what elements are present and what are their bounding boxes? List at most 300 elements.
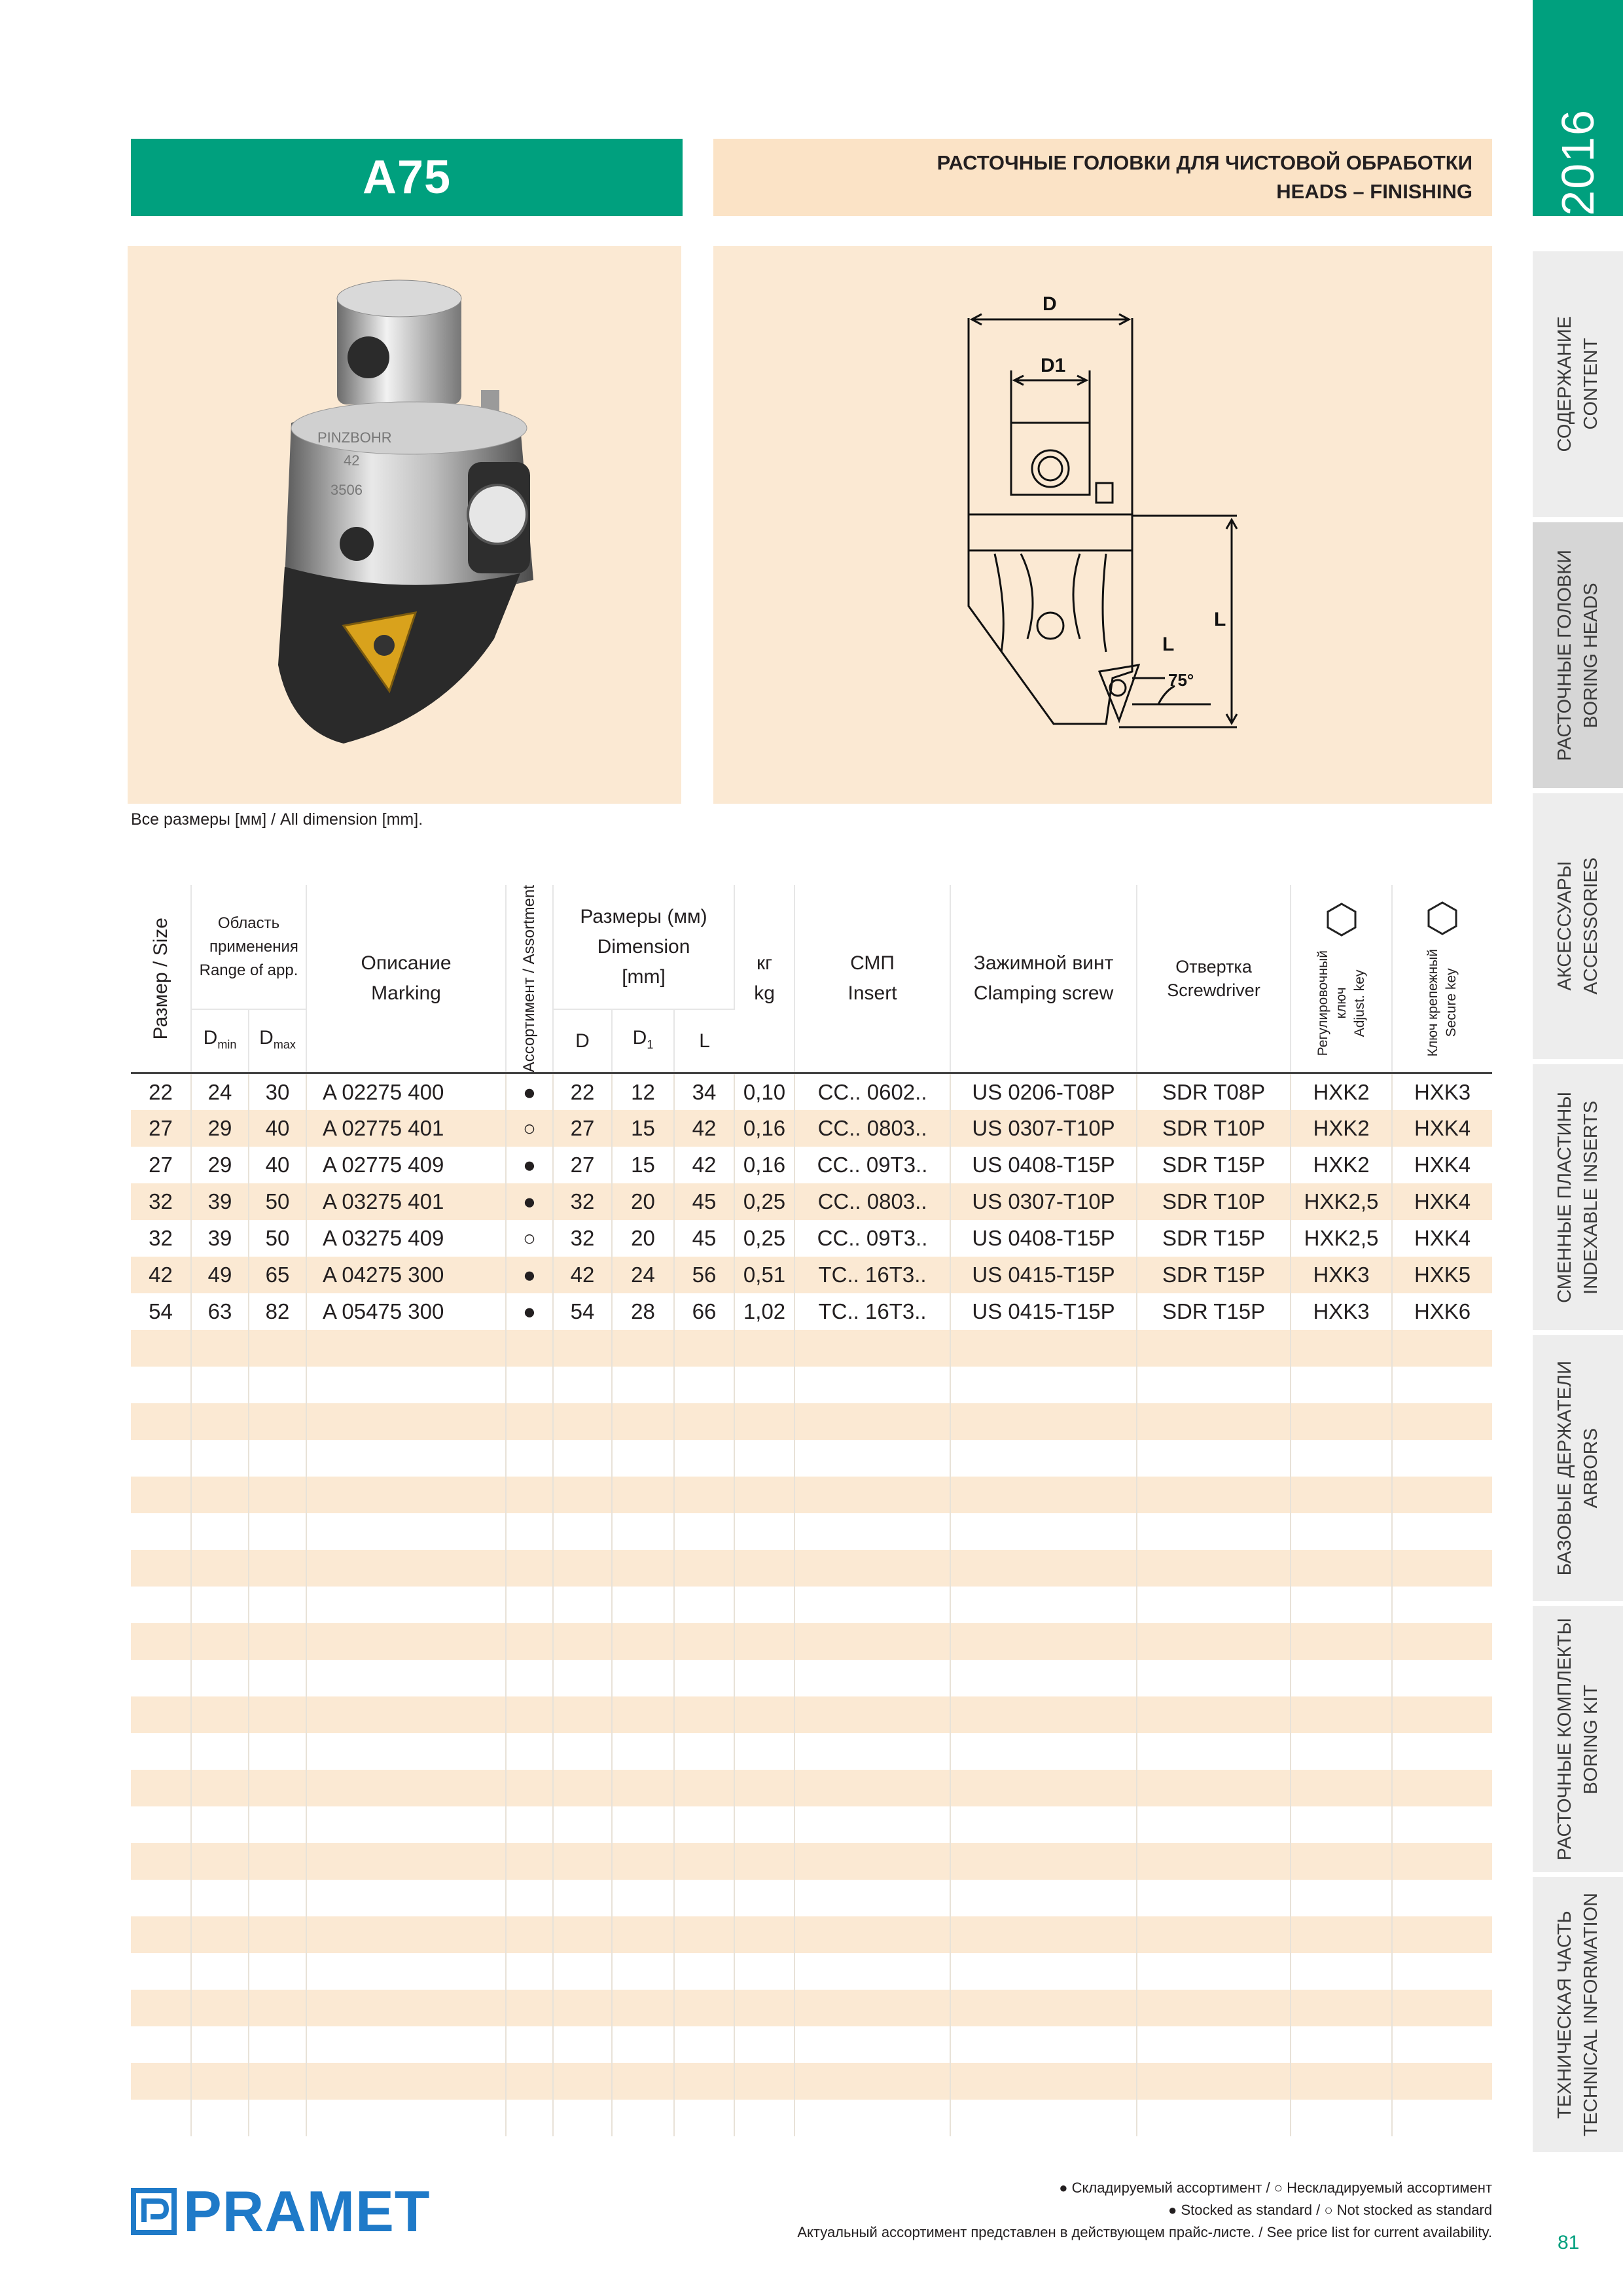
empty-cell [1137,1660,1291,1696]
hex-key-icon [1325,902,1358,937]
empty-cell [1392,1587,1492,1623]
empty-cell [1137,1330,1291,1367]
tab-arbors-en: ARBORS [1580,1427,1601,1509]
cell-adjust-key: HXK2,5 [1291,1220,1392,1257]
empty-cell [191,1403,249,1440]
empty-cell [950,1696,1137,1733]
tab-inserts-ru: СМЕННЫЕ ПЛАСТИНЫ [1554,1091,1575,1303]
empty-cell [794,1477,950,1513]
empty-cell [734,2100,794,2136]
table-row [131,1220,1492,1257]
hex-key-icon [1426,901,1459,936]
empty-cell [1392,1953,1492,1990]
empty-cell [553,1440,612,1477]
empty-cell [1291,1953,1392,1990]
technical-drawing [713,246,1492,804]
empty-cell [191,1587,249,1623]
empty-cell [734,1550,794,1587]
empty-cell [553,1477,612,1513]
empty-row [131,1513,1492,1550]
cell-assortment: ● [506,1073,553,1110]
empty-cell [553,1660,612,1696]
empty-cell [794,1550,950,1587]
empty-cell [1137,2100,1291,2136]
cell-secure-key: HXK4 [1414,1152,1471,1177]
empty-cell [1291,1477,1392,1513]
cell-d: 22 [553,1073,612,1110]
drawing-label-D1: D1 [1041,355,1066,376]
empty-cell [249,1843,306,1880]
empty-cell [1392,1770,1492,1806]
col-d1: $D_1$ [612,1009,674,1073]
cell-screwdriver: SDR T08P [1137,1073,1291,1110]
cell-clamping-screw: US 0307-T10P [950,1110,1137,1147]
empty-row [131,1916,1492,1953]
cell-dmax: 82 [249,1293,306,1330]
empty-cell [506,1990,553,2026]
cell-assortment: ● [506,1257,553,1293]
empty-cell [1291,1623,1392,1660]
empty-cell [612,1550,674,1587]
table-row [131,1183,1492,1220]
cell-adjust-key: HXK3 [1291,1257,1392,1293]
empty-cell [674,1330,734,1367]
empty-cell [734,1403,794,1440]
empty-cell [131,2026,191,2063]
empty-cell [794,1587,950,1623]
empty-cell [1291,1403,1392,1440]
tab-arbors[interactable] [1533,1335,1623,1601]
empty-cell [794,1367,950,1403]
empty-cell [1392,1916,1492,1953]
tab-technical-ru: ТЕХНИЧЕСКАЯ ЧАСТЬ [1554,1910,1575,2119]
pramet-logo-icon [131,2188,177,2235]
empty-cell [506,1623,553,1660]
empty-cell [1137,1806,1291,1843]
brand-name: PRAMET [183,2179,431,2244]
empty-cell [249,1990,306,2026]
year-label: 2016 [1552,109,1603,216]
empty-cell [131,1696,191,1733]
empty-cell [734,1806,794,1843]
cell-d1: 15 [612,1110,674,1147]
cell-d: 54 [553,1293,612,1330]
cell-clamping-screw: US 0415-T15P [950,1293,1137,1330]
empty-cell [131,1330,191,1367]
empty-cell [950,1806,1137,1843]
empty-cell [950,1843,1137,1880]
empty-cell [506,1330,553,1367]
cell-screwdriver: SDR T10P [1137,1110,1291,1147]
empty-cell [674,1806,734,1843]
empty-cell [794,1660,950,1696]
empty-cell [794,2100,950,2136]
spec-table-body [131,1073,1492,2136]
empty-cell [553,2100,612,2136]
empty-cell [553,1990,612,2026]
empty-cell [249,1330,306,1367]
empty-cell [1392,1440,1492,1477]
cell-weight: 0,25 [734,1183,794,1220]
empty-cell [306,1477,506,1513]
empty-cell [506,1953,553,1990]
empty-cell [249,1806,306,1843]
cell-marking: A 04275 300 [306,1257,506,1293]
empty-cell [612,1403,674,1440]
empty-cell [249,1367,306,1403]
empty-cell [674,1953,734,1990]
empty-cell [794,2026,950,2063]
cell-insert: TC.. 16T3.. [794,1293,950,1330]
empty-cell [612,1770,674,1806]
cell-secure-key: HXK6 [1414,1299,1471,1323]
empty-cell [131,1990,191,2026]
cell-assortment: ● [506,1147,553,1183]
empty-cell [612,1916,674,1953]
empty-cell [794,1733,950,1770]
empty-cell [794,1623,950,1660]
tab-content[interactable] [1533,251,1623,517]
empty-cell [674,1880,734,1916]
empty-cell [506,1403,553,1440]
empty-cell [1291,1330,1392,1367]
empty-cell [191,1367,249,1403]
empty-cell [674,1403,734,1440]
product-code: A75 [362,151,452,204]
empty-cell [306,2063,506,2100]
empty-cell [1392,1843,1492,1880]
empty-cell [1392,1696,1492,1733]
empty-cell [1291,1550,1392,1587]
pramet-logo [131,2178,431,2245]
cell-l: 45 [674,1183,734,1220]
spec-table [131,885,1492,2136]
section-title-ru: РАСТОЧНЫЕ ГОЛОВКИ ДЛЯ ЧИСТОВОЙ ОБРАБОТКИ [936,151,1472,174]
empty-cell [1137,1770,1291,1806]
cell-insert: CC.. 0803.. [794,1183,950,1220]
legend-line-1: ● Складируемый ассортимент / ○ Нескладируемый ассортимент [1059,2179,1492,2196]
cell-adjust-key: HXK2 [1291,1147,1392,1183]
cell-marking: A 05475 300 [306,1293,506,1330]
cell-dmax: 40 [249,1147,306,1183]
empty-cell [674,1367,734,1403]
empty-row [131,1696,1492,1733]
col-dimension: Размеры (мм) Dimension [mm] [553,885,734,1009]
empty-cell [1137,1733,1291,1770]
empty-cell [1137,1916,1291,1953]
dimension-note: Все размеры [мм] / All dimension [mm]. [131,810,423,829]
empty-cell [553,1880,612,1916]
tab-indexable-inserts[interactable] [1533,1064,1623,1330]
empty-row [131,1880,1492,1916]
empty-cell [612,1843,674,1880]
cell-dmin: 39 [191,1220,249,1257]
empty-cell [734,1880,794,1916]
cell-secure-key: HXK4 [1414,1115,1471,1140]
empty-cell [734,1843,794,1880]
empty-cell [734,1623,794,1660]
empty-cell [950,1550,1137,1587]
empty-cell [191,1623,249,1660]
empty-cell [1291,1513,1392,1550]
empty-row [131,1440,1492,1477]
empty-cell [131,2063,191,2100]
empty-cell [306,1733,506,1770]
cell-weight: 0,16 [734,1147,794,1183]
cell-marking: A 02275 400 [306,1073,506,1110]
empty-cell [506,1513,553,1550]
empty-cell [794,1403,950,1440]
cell-insert: CC.. 0803.. [794,1110,950,1147]
empty-cell [506,1696,553,1733]
empty-row [131,1550,1492,1587]
empty-cell [1291,1733,1392,1770]
cell-dmax: 50 [249,1183,306,1220]
empty-row [131,1843,1492,1880]
empty-cell [191,1916,249,1953]
empty-cell [506,1660,553,1696]
cell-weight: 0,16 [734,1110,794,1147]
empty-cell [1137,1587,1291,1623]
empty-cell [191,2100,249,2136]
cell-marking: A 02775 401 [306,1110,506,1147]
empty-cell [306,1330,506,1367]
empty-cell [674,1513,734,1550]
empty-cell [1291,1990,1392,2026]
empty-cell [1291,1440,1392,1477]
drawing-label-D: D [1043,293,1057,315]
empty-cell [131,1513,191,1550]
empty-cell [506,2100,553,2136]
empty-cell [249,1660,306,1696]
empty-cell [794,1990,950,2026]
empty-cell [191,2026,249,2063]
legend-line-3: Актуальный ассортимент представлен в действующем прайс-листе. / See price list for current availability. [797,2224,1492,2240]
empty-cell [1137,2026,1291,2063]
empty-cell [249,2026,306,2063]
cell-marking: A 03275 401 [306,1183,506,1220]
empty-cell [506,1916,553,1953]
empty-cell [131,1916,191,1953]
empty-cell [191,1953,249,1990]
drawing-label-L-short: L [1162,634,1175,655]
empty-cell [131,1843,191,1880]
empty-cell [1291,1587,1392,1623]
empty-cell [612,1660,674,1696]
empty-cell [1291,1660,1392,1696]
empty-cell [674,1843,734,1880]
cell-d1: 28 [612,1293,674,1330]
empty-cell [734,1330,794,1367]
empty-cell [131,1733,191,1770]
product-photo-panel [128,246,681,804]
cell-dmin: 49 [191,1257,249,1293]
empty-cell [1392,1880,1492,1916]
empty-cell [734,2063,794,2100]
empty-cell [506,2026,553,2063]
empty-cell [674,1770,734,1806]
empty-cell [1392,1403,1492,1440]
empty-cell [1392,2100,1492,2136]
engraving-brand: PINZBOHR [317,429,392,446]
empty-cell [950,1990,1137,2026]
empty-cell [306,1623,506,1660]
empty-cell [1392,1367,1492,1403]
empty-cell [674,1440,734,1477]
empty-cell [249,1513,306,1550]
col-secure-key: Ключ крепежный Secure key [1392,885,1492,1073]
tab-boring-heads-ru: РАСТОЧНЫЕ ГОЛОВКИ [1554,549,1575,761]
col-marking: Описание Marking [306,885,506,1073]
tab-technical-information[interactable] [1533,1877,1623,2152]
engraving-number: 3506 [330,482,363,498]
cell-secure-key: HXK4 [1414,1189,1471,1213]
section-title-en: HEADS – FINISHING [1276,180,1472,203]
tab-accessories[interactable] [1533,793,1623,1059]
empty-cell [306,1513,506,1550]
empty-cell [1392,2063,1492,2100]
cell-assortment: ○ [506,1220,553,1257]
empty-cell [1291,2063,1392,2100]
empty-cell [674,1660,734,1696]
empty-row [131,1770,1492,1806]
empty-cell [131,1403,191,1440]
empty-cell [950,1367,1137,1403]
empty-cell [734,2026,794,2063]
empty-cell [674,1550,734,1587]
cell-weight: 1,02 [734,1293,794,1330]
cell-dmax: 50 [249,1220,306,1257]
cell-d1: 20 [612,1183,674,1220]
cell-size: 54 [131,1293,191,1330]
empty-cell [674,1587,734,1623]
cell-dmin: 63 [191,1293,249,1330]
empty-cell [950,1440,1137,1477]
empty-cell [131,1587,191,1623]
drawing-label-angle: 75° [1168,670,1194,690]
section-heading [713,139,1492,216]
cell-dmin: 29 [191,1147,249,1183]
empty-cell [674,1477,734,1513]
empty-cell [553,1916,612,1953]
empty-cell [612,1330,674,1367]
empty-cell [612,1953,674,1990]
empty-cell [191,1770,249,1806]
cell-screwdriver: SDR T15P [1137,1220,1291,1257]
empty-cell [950,1660,1137,1696]
cell-d: 27 [553,1147,612,1183]
col-screwdriver: Отвертка Screwdriver [1137,885,1291,1073]
empty-cell [612,1587,674,1623]
empty-cell [950,1477,1137,1513]
empty-cell [191,1440,249,1477]
empty-cell [794,1953,950,1990]
footer-legend [797,2177,1492,2244]
empty-cell [191,1330,249,1367]
empty-cell [191,1550,249,1587]
cell-marking: A 02775 409 [306,1147,506,1183]
col-range: Область применения Range of app. [191,885,306,1009]
cell-insert: CC.. 09T3.. [794,1147,950,1183]
empty-cell [553,1696,612,1733]
tab-technical-en: TECHNICAL INFORMATION [1580,1892,1601,2137]
col-dmin: $D_{min}$ [191,1009,249,1073]
empty-cell [131,1440,191,1477]
empty-cell [794,1513,950,1550]
empty-row [131,2063,1492,2100]
cell-screwdriver: SDR T15P [1137,1257,1291,1293]
empty-cell [249,1477,306,1513]
empty-cell [1291,1880,1392,1916]
cell-adjust-key: HXK3 [1291,1293,1392,1330]
empty-cell [794,2063,950,2100]
empty-cell [674,2100,734,2136]
product-code-banner [131,139,683,216]
table-row [131,1257,1492,1293]
empty-cell [1137,1440,1291,1477]
empty-cell [950,1403,1137,1440]
empty-cell [131,1477,191,1513]
empty-cell [734,1660,794,1696]
tab-boring-kit[interactable] [1533,1606,1623,1872]
empty-cell [553,1330,612,1367]
empty-cell [1291,1770,1392,1806]
tab-boring-heads[interactable] [1533,522,1623,788]
empty-cell [306,1440,506,1477]
cell-insert: CC.. 0602.. [794,1073,950,1110]
empty-cell [1137,1513,1291,1550]
cell-screwdriver: SDR T10P [1137,1183,1291,1220]
cell-l: 45 [674,1220,734,1257]
cell-clamping-screw: US 0408-T15P [950,1220,1137,1257]
technical-drawing-panel [713,246,1492,804]
boring-head-photo [128,246,681,804]
cell-weight: 0,51 [734,1257,794,1293]
tab-boring-kit-ru: РАСТОЧНЫЕ КОМПЛЕКТЫ [1554,1617,1575,1861]
empty-cell [553,1843,612,1880]
cell-dmax: 65 [249,1257,306,1293]
empty-cell [553,1367,612,1403]
cell-l: 66 [674,1293,734,1330]
empty-cell [794,1330,950,1367]
cell-size: 27 [131,1147,191,1183]
cell-weight: 0,25 [734,1220,794,1257]
tab-accessories-ru: АКСЕССУАРЫ [1554,861,1575,991]
cell-d1: 15 [612,1147,674,1183]
empty-cell [249,1696,306,1733]
empty-cell [249,1587,306,1623]
empty-cell [1137,1477,1291,1513]
empty-cell [734,1477,794,1513]
empty-row [131,1733,1492,1770]
empty-cell [1392,1660,1492,1696]
cell-dmin: 39 [191,1183,249,1220]
cell-d: 42 [553,1257,612,1293]
empty-cell [1392,1513,1492,1550]
empty-cell [1392,1550,1492,1587]
page-number: 81 [1558,2232,1580,2253]
empty-cell [950,1953,1137,1990]
col-l: L [674,1009,734,1073]
empty-cell [794,1843,950,1880]
empty-cell [674,1916,734,1953]
empty-cell [1392,1733,1492,1770]
cell-clamping-screw: US 0415-T15P [950,1257,1137,1293]
empty-cell [1392,1623,1492,1660]
table-row [131,1147,1492,1183]
empty-cell [674,1623,734,1660]
empty-cell [131,1953,191,1990]
